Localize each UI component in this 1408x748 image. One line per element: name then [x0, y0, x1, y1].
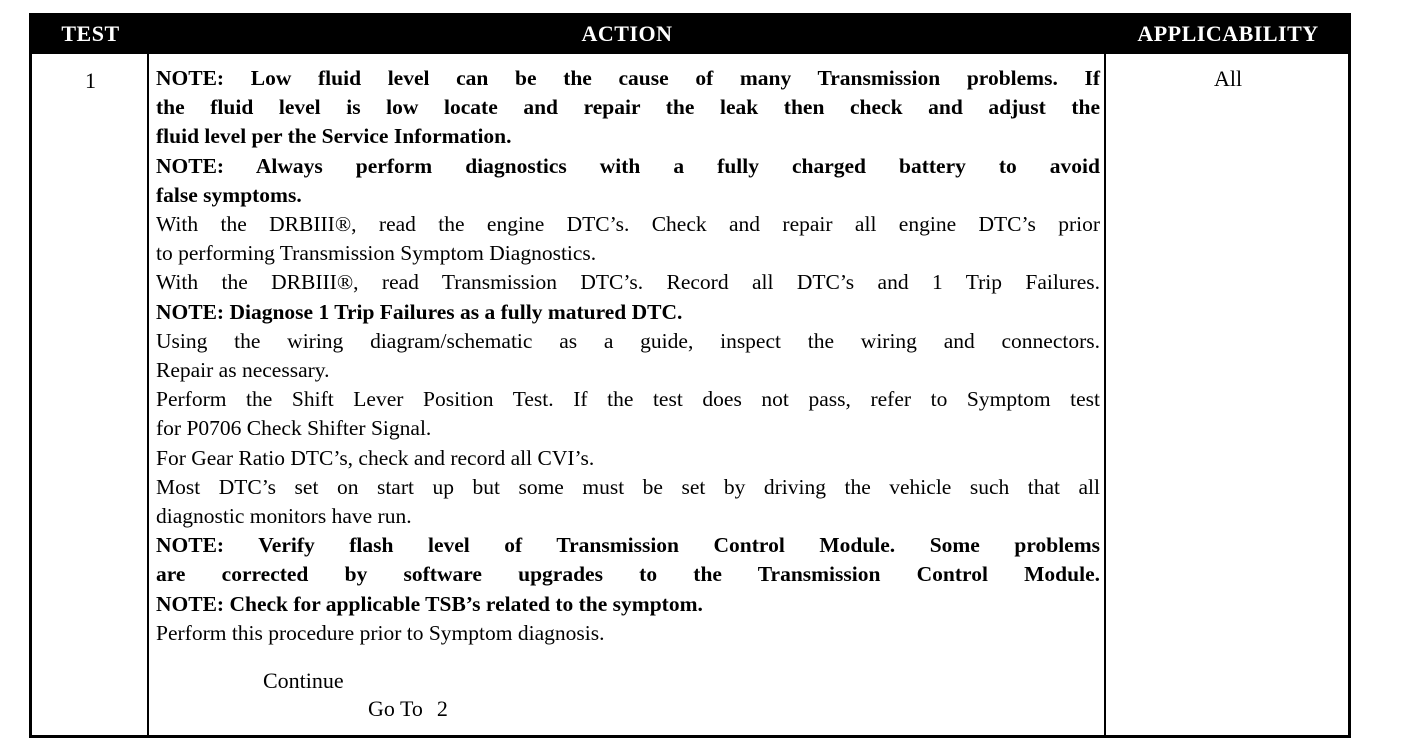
- note-line: false symptoms.: [156, 182, 302, 207]
- note-line: are corrected by software upgrades to the Transmission Control Module.: [156, 562, 1100, 587]
- goto-label: Go To: [368, 696, 423, 721]
- header-action: ACTION: [581, 21, 673, 46]
- action-cell: [156, 64, 1100, 648]
- instruction-line: Repair as necessary.: [156, 358, 330, 383]
- column-divider-action: [1104, 54, 1106, 735]
- applicability-value: All: [1213, 66, 1243, 91]
- instruction-line: Using the wiring diagram/schematic as a guide, inspect the wiring and connectors.: [156, 328, 1100, 353]
- goto-instruction: [368, 696, 448, 722]
- instruction-line: diagnostic monitors have run.: [156, 504, 412, 529]
- diagnostic-table: [29, 13, 1351, 738]
- continue-label: Continue: [263, 668, 344, 693]
- goto-target: 2: [436, 696, 448, 721]
- note-line: NOTE: Check for applicable TSB’s related to the symptom.: [156, 591, 703, 616]
- instruction-line: With the DRBIII®, read Transmission DTC’s. Record all DTC’s and 1 Trip Failures.: [156, 270, 1100, 295]
- note-line: fluid level per the Service Information.: [156, 124, 512, 149]
- instruction-line: Perform this procedure prior to Symptom diagnosis.: [156, 620, 605, 645]
- table-header: [32, 16, 1348, 54]
- instruction-line: for P0706 Check Shifter Signal.: [156, 416, 432, 441]
- instruction-line: For Gear Ratio DTC’s, check and record all CVI’s.: [156, 445, 595, 470]
- test-number: 1: [85, 68, 96, 93]
- note-line: NOTE: Low fluid level can be the cause of many Transmission problems. If: [156, 66, 1100, 90]
- header-test: TEST: [61, 21, 120, 46]
- instruction-line: to performing Transmission Symptom Diagnostics.: [156, 241, 597, 266]
- header-applicability: APPLICABILITY: [1137, 21, 1319, 46]
- note-line: NOTE: Verify flash level of Transmission Control Module. Some problems: [156, 533, 1100, 558]
- instruction-line: With the DRBIII®, read the engine DTC’s. Check and repair all engine DTC’s prior: [156, 212, 1100, 237]
- note-line: NOTE: Diagnose 1 Trip Failures as a fully matured DTC.: [156, 299, 683, 324]
- note-line: the fluid level is low locate and repair the leak then check and adjust the: [156, 95, 1100, 120]
- instruction-line: Most DTC’s set on start up but some must be set by driving the vehicle such that all: [156, 474, 1100, 499]
- instruction-line: Perform the Shift Lever Position Test. If the test does not pass, refer to Symptom test: [156, 387, 1100, 412]
- note-line: NOTE: Always perform diagnostics with a fully charged battery to avoid: [156, 153, 1100, 178]
- column-divider-test: [147, 54, 149, 735]
